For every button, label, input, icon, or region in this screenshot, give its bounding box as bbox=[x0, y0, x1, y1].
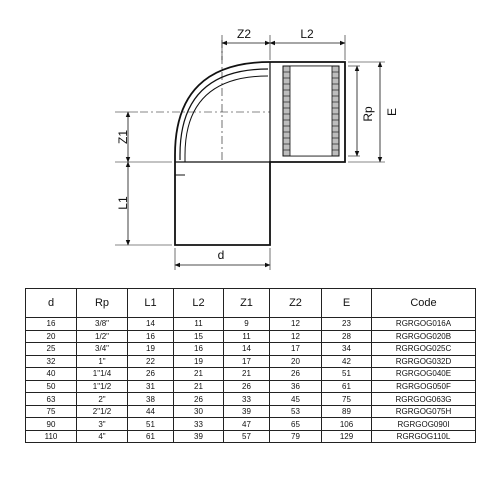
cell-z1: 21 bbox=[224, 368, 270, 381]
cell-rp: 1"1/4 bbox=[77, 368, 128, 381]
cell-rp: 1/2" bbox=[77, 330, 128, 343]
cell-d: 63 bbox=[26, 393, 77, 406]
cell-l1: 51 bbox=[128, 418, 174, 431]
cell-rp: 3/8" bbox=[77, 318, 128, 331]
cell-z1: 57 bbox=[224, 430, 270, 443]
header-l1: L1 bbox=[128, 289, 174, 318]
cell-code: RGRGOG016A bbox=[372, 318, 476, 331]
dimensions-table bbox=[25, 288, 476, 443]
cell-d: 25 bbox=[26, 343, 77, 356]
table-row bbox=[26, 355, 476, 368]
table-row bbox=[26, 368, 476, 381]
cell-z1: 14 bbox=[224, 343, 270, 356]
cell-e: 23 bbox=[322, 318, 372, 331]
cell-d: 16 bbox=[26, 318, 77, 331]
table-row bbox=[26, 380, 476, 393]
cell-l1: 38 bbox=[128, 393, 174, 406]
cell-l1: 26 bbox=[128, 368, 174, 381]
cell-d: 32 bbox=[26, 355, 77, 368]
header-l2: L2 bbox=[174, 289, 224, 318]
cell-code: RGRGOG020B bbox=[372, 330, 476, 343]
header-z1: Z1 bbox=[224, 289, 270, 318]
header-d: d bbox=[26, 289, 77, 318]
cell-d: 50 bbox=[26, 380, 77, 393]
cell-rp: 1" bbox=[77, 355, 128, 368]
cell-l2: 33 bbox=[174, 418, 224, 431]
label-d: d bbox=[217, 248, 225, 262]
cell-code: RGRGOG075H bbox=[372, 405, 476, 418]
cell-z1: 11 bbox=[224, 330, 270, 343]
label-l1: L1 bbox=[116, 196, 130, 210]
cell-code: RGRGOG090I bbox=[372, 418, 476, 431]
cell-d: 20 bbox=[26, 330, 77, 343]
cell-z2: 20 bbox=[270, 355, 322, 368]
cell-z2: 12 bbox=[270, 318, 322, 331]
cell-e: 129 bbox=[322, 430, 372, 443]
cell-rp: 3" bbox=[77, 418, 128, 431]
cell-d: 90 bbox=[26, 418, 77, 431]
cell-code: RGRGOG110L bbox=[372, 430, 476, 443]
table-row bbox=[26, 330, 476, 343]
cell-e: 89 bbox=[322, 405, 372, 418]
cell-z2: 26 bbox=[270, 368, 322, 381]
table-row bbox=[26, 393, 476, 406]
cell-z1: 9 bbox=[224, 318, 270, 331]
cell-e: 42 bbox=[322, 355, 372, 368]
cell-e: 34 bbox=[322, 343, 372, 356]
cell-l2: 21 bbox=[174, 380, 224, 393]
cell-z2: 53 bbox=[270, 405, 322, 418]
cell-l2: 11 bbox=[174, 318, 224, 331]
cell-code: RGRGOG050F bbox=[372, 380, 476, 393]
table-row bbox=[26, 418, 476, 431]
cell-l2: 16 bbox=[174, 343, 224, 356]
header-e: E bbox=[322, 289, 372, 318]
table-row bbox=[26, 405, 476, 418]
label-z1: Z1 bbox=[116, 129, 130, 145]
cell-z1: 47 bbox=[224, 418, 270, 431]
cell-z2: 17 bbox=[270, 343, 322, 356]
cell-l2: 21 bbox=[174, 368, 224, 381]
thread-section bbox=[283, 66, 339, 156]
cell-l1: 16 bbox=[128, 330, 174, 343]
cell-l1: 22 bbox=[128, 355, 174, 368]
label-e: E bbox=[385, 107, 399, 117]
cell-e: 106 bbox=[322, 418, 372, 431]
cell-l1: 19 bbox=[128, 343, 174, 356]
cell-d: 40 bbox=[26, 368, 77, 381]
cell-code: RGRGOG032D bbox=[372, 355, 476, 368]
header-rp: Rp bbox=[77, 289, 128, 318]
cell-z1: 17 bbox=[224, 355, 270, 368]
header-z2: Z2 bbox=[270, 289, 322, 318]
cell-l2: 26 bbox=[174, 393, 224, 406]
table-row bbox=[26, 318, 476, 331]
cell-l1: 44 bbox=[128, 405, 174, 418]
cell-l2: 30 bbox=[174, 405, 224, 418]
cell-rp: 2"1/2 bbox=[77, 405, 128, 418]
cell-rp: 3/4" bbox=[77, 343, 128, 356]
cell-e: 28 bbox=[322, 330, 372, 343]
cell-l2: 15 bbox=[174, 330, 224, 343]
cell-code: RGRGOG063G bbox=[372, 393, 476, 406]
label-l2: L2 bbox=[300, 27, 314, 41]
cell-l1: 61 bbox=[128, 430, 174, 443]
cell-e: 75 bbox=[322, 393, 372, 406]
label-rp: Rp bbox=[361, 106, 375, 122]
cell-code: RGRGOG040E bbox=[372, 368, 476, 381]
cell-z2: 12 bbox=[270, 330, 322, 343]
cell-z2: 45 bbox=[270, 393, 322, 406]
cell-d: 110 bbox=[26, 430, 77, 443]
cell-z1: 39 bbox=[224, 405, 270, 418]
cell-rp: 4" bbox=[77, 430, 128, 443]
cell-z2: 79 bbox=[270, 430, 322, 443]
centerlines bbox=[140, 40, 270, 160]
cell-code: RGRGOG025C bbox=[372, 343, 476, 356]
table-row bbox=[26, 343, 476, 356]
cell-e: 51 bbox=[322, 368, 372, 381]
cell-e: 61 bbox=[322, 380, 372, 393]
cell-rp: 2" bbox=[77, 393, 128, 406]
cell-z1: 33 bbox=[224, 393, 270, 406]
label-z2: Z2 bbox=[236, 27, 252, 41]
cell-d: 75 bbox=[26, 405, 77, 418]
cell-l2: 19 bbox=[174, 355, 224, 368]
table-row bbox=[26, 430, 476, 443]
cell-l1: 31 bbox=[128, 380, 174, 393]
header-code: Code bbox=[372, 289, 476, 318]
cell-z2: 65 bbox=[270, 418, 322, 431]
cell-l2: 39 bbox=[174, 430, 224, 443]
cell-l1: 14 bbox=[128, 318, 174, 331]
cell-z1: 26 bbox=[224, 380, 270, 393]
table-header-row bbox=[26, 289, 476, 318]
cell-z2: 36 bbox=[270, 380, 322, 393]
cell-rp: 1"1/2 bbox=[77, 380, 128, 393]
